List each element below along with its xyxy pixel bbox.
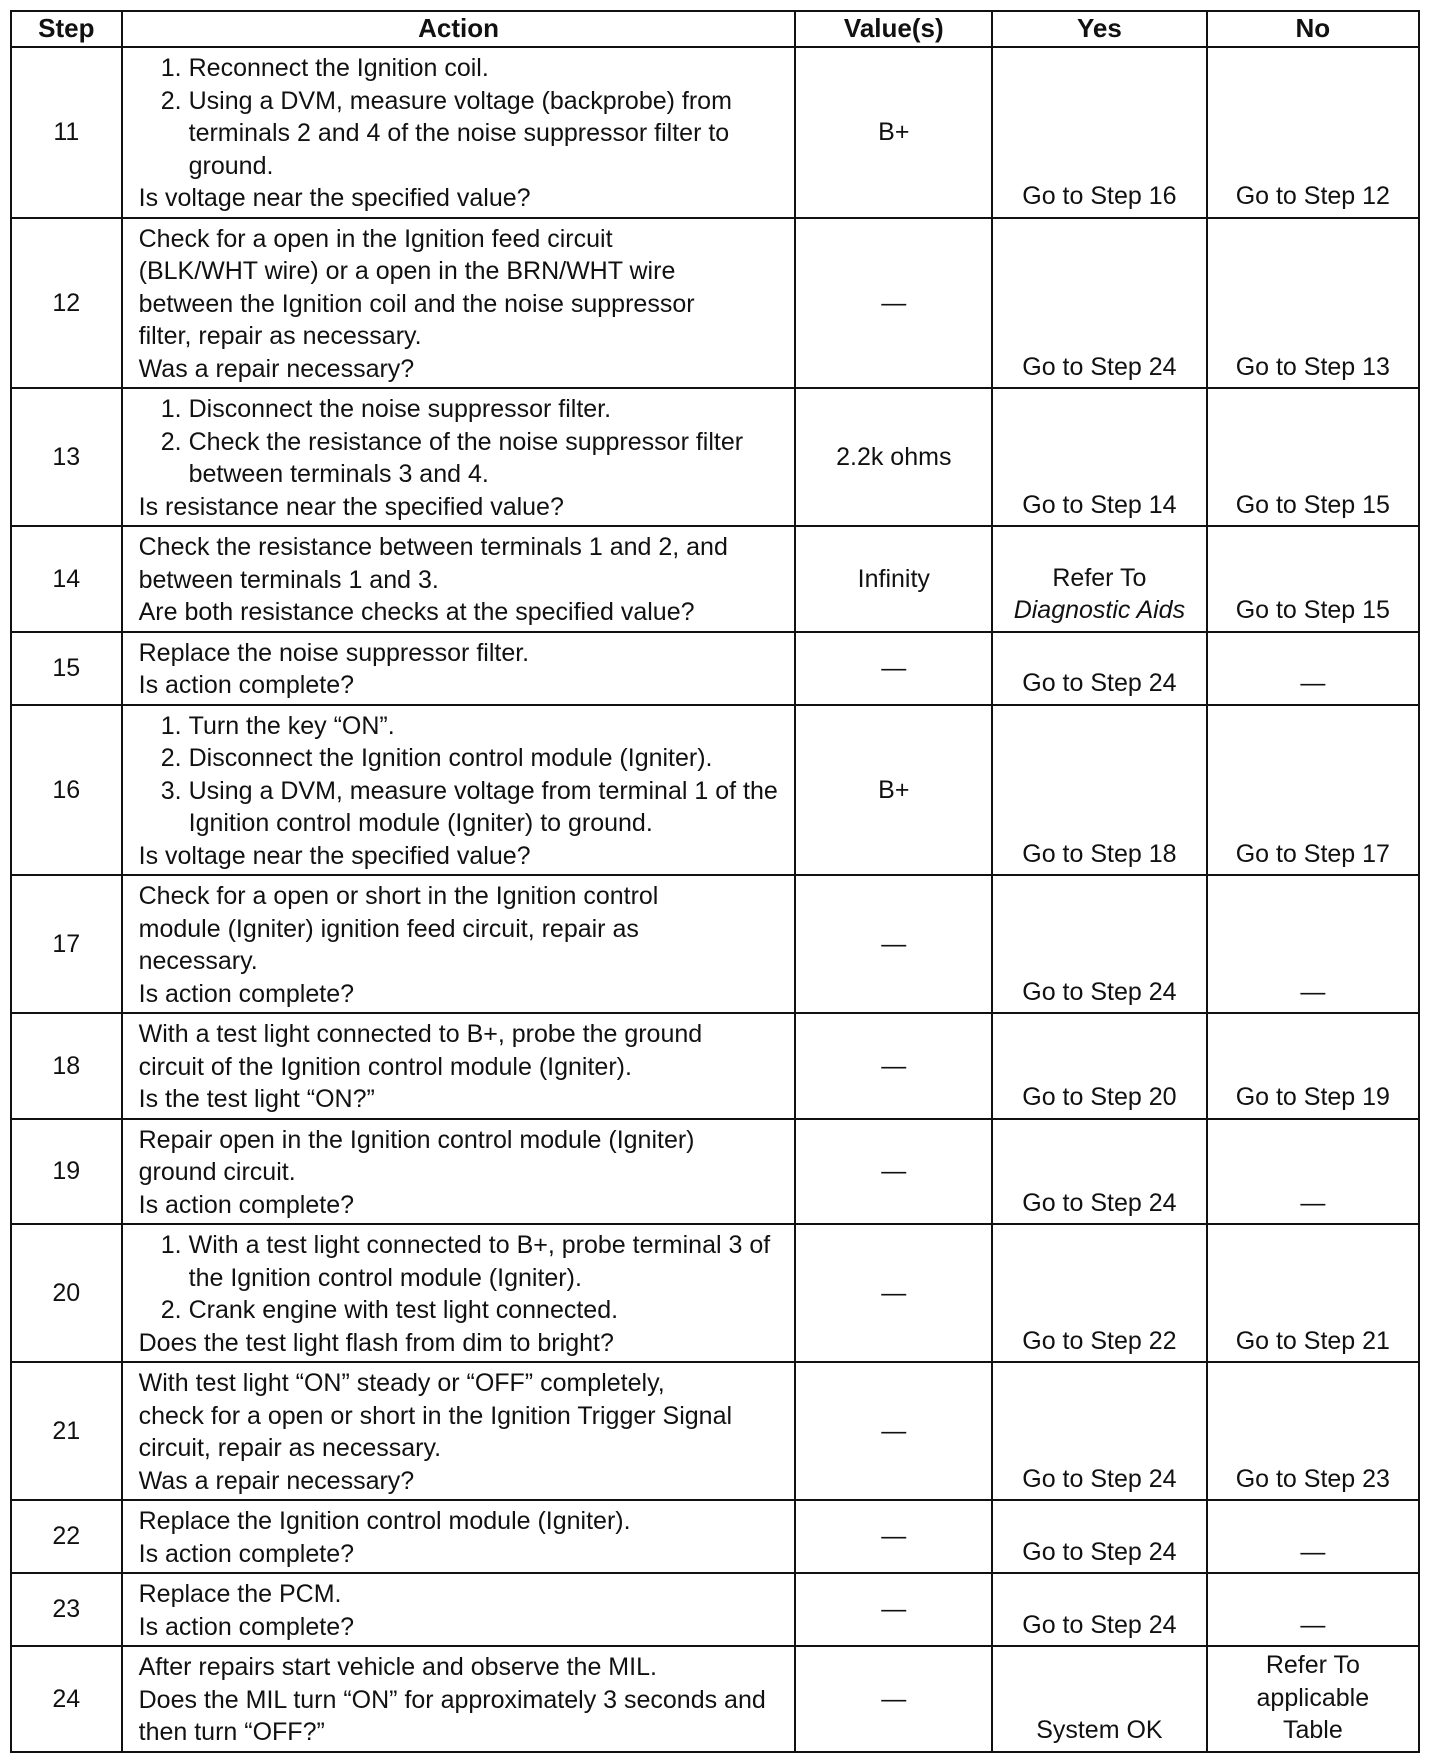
no-text: Go to Step 19 — [1235, 1083, 1390, 1111]
action-cell — [122, 1224, 796, 1362]
yes-text: Go to Step 20 — [1022, 1083, 1177, 1111]
action-question: Is voltage near the specified value? — [138, 841, 531, 870]
action-text: Replace the Ignition control module (Igniter). — [138, 1507, 631, 1535]
no-text: Go to Step 13 — [1235, 352, 1390, 381]
table-row — [11, 1362, 1419, 1500]
action-text: With test light “ON” steady or “OFF” completely, — [138, 1369, 665, 1397]
action-text: between terminals 1 and 3. — [138, 565, 439, 594]
action-step-number: 1. — [160, 1231, 182, 1259]
action-step-number: 2. — [160, 1296, 182, 1324]
action-cell — [122, 1119, 796, 1225]
step-number: 13 — [11, 388, 122, 526]
action-cell — [122, 1362, 796, 1500]
action-step-item — [139, 710, 785, 743]
yes-text: Go to Step 24 — [1022, 977, 1177, 1006]
value-cell: — — [795, 1573, 992, 1646]
step-number: 22 — [11, 1500, 122, 1573]
no-text: Go to Step 17 — [1235, 839, 1390, 868]
yes-text: Go to Step 24 — [1022, 1537, 1177, 1566]
value-cell: — — [795, 218, 992, 389]
action-text: With a test light connected to B+, probe the ground — [138, 1020, 703, 1048]
action-step-text: Check the resistance of the noise suppressor filter between terminals 3 and 4. — [188, 427, 744, 488]
action-step-item — [139, 1294, 785, 1327]
table-row — [11, 875, 1419, 1013]
step-number: 16 — [11, 705, 122, 876]
action-step-number: 1. — [160, 711, 182, 740]
yes-text: Go to Step 24 — [1022, 1464, 1177, 1493]
yes-cell — [992, 632, 1207, 705]
no-cell — [1207, 388, 1419, 526]
action-text: Check for a open in the Ignition feed circuit — [138, 224, 613, 253]
yes-text: Go to Step 16 — [1022, 182, 1177, 210]
value-cell: — — [795, 1500, 992, 1573]
action-step-item — [139, 742, 785, 775]
action-step-number: 2. — [160, 86, 182, 115]
no-text: Go to Step 15 — [1235, 596, 1390, 624]
diagnostic-table — [10, 10, 1420, 1753]
action-cell — [122, 47, 796, 218]
action-step-text: Using a DVM, measure voltage (backprobe) from terminals 2 and 4 of the noise suppressor filter to ground. — [188, 86, 732, 180]
action-step-text: With a test light connected to B+, probe terminal 3 of the Ignition control module (Igniter). — [188, 1231, 771, 1292]
no-cell — [1207, 1362, 1419, 1500]
value-cell: B+ — [795, 705, 992, 876]
action-step-item — [139, 393, 785, 426]
table-body — [11, 47, 1419, 1752]
action-step-number: 3. — [160, 776, 182, 805]
table-row — [11, 1500, 1419, 1573]
yes-text: Go to Step 24 — [1022, 1610, 1177, 1639]
value-cell: Infinity — [795, 526, 992, 632]
no-cell — [1207, 632, 1419, 705]
action-question: Is action complete? — [138, 671, 355, 699]
step-number: 12 — [11, 218, 122, 389]
action-step-text: Reconnect the Ignition coil. — [188, 54, 489, 82]
action-question: Does the MIL turn “ON” for approximately 3 seconds and then turn “OFF?” — [138, 1685, 766, 1746]
no-cell — [1207, 47, 1419, 218]
no-text: Go to Step 12 — [1235, 182, 1390, 210]
action-cell — [122, 1500, 796, 1573]
table-row — [11, 705, 1419, 876]
action-cell — [122, 388, 796, 526]
value-cell: — — [795, 1013, 992, 1119]
action-text: necessary. — [138, 947, 258, 975]
action-step-text: Disconnect the noise suppressor filter. — [188, 395, 612, 423]
action-step-text: Crank engine with test light connected. — [188, 1296, 619, 1324]
action-text: After repairs start vehicle and observe the MIL. — [138, 1653, 657, 1681]
value-cell: — — [795, 1362, 992, 1500]
table-row — [11, 388, 1419, 526]
no-cell — [1207, 1646, 1419, 1752]
yes-cell — [992, 875, 1207, 1013]
action-steps — [139, 393, 785, 491]
yes-text: Go to Step 22 — [1022, 1326, 1177, 1355]
yes-cell — [992, 47, 1207, 218]
value-cell: — — [795, 1646, 992, 1752]
yes-cell — [992, 388, 1207, 526]
step-number: 23 — [11, 1573, 122, 1646]
no-text: Table — [1282, 1716, 1343, 1744]
action-step-item — [139, 52, 785, 85]
action-cell — [122, 632, 796, 705]
table-row — [11, 1119, 1419, 1225]
yes-text: Go to Step 14 — [1022, 490, 1177, 519]
action-text: circuit of the Ignition control module (Igniter). — [138, 1052, 632, 1081]
table-row — [11, 526, 1419, 632]
no-cell — [1207, 1500, 1419, 1573]
table-row — [11, 47, 1419, 218]
table-row — [11, 1573, 1419, 1646]
step-number: 14 — [11, 526, 122, 632]
action-question: Was a repair necessary? — [138, 354, 415, 383]
table-row — [11, 1013, 1419, 1119]
action-text: between the Ignition coil and the noise suppressor — [138, 289, 695, 318]
yes-cell — [992, 1013, 1207, 1119]
no-text: applicable — [1256, 1683, 1370, 1712]
yes-text: Diagnostic Aids — [1013, 596, 1186, 624]
step-number: 21 — [11, 1362, 122, 1500]
step-number: 20 — [11, 1224, 122, 1362]
action-cell — [122, 218, 796, 389]
action-question: Are both resistance checks at the specified value? — [138, 598, 695, 626]
value-cell: B+ — [795, 47, 992, 218]
no-text: — — [1300, 1537, 1326, 1566]
table-row — [11, 632, 1419, 705]
action-question: Is resistance near the specified value? — [138, 492, 564, 521]
action-step-number: 1. — [160, 395, 182, 423]
action-cell — [122, 1646, 796, 1752]
table-row — [11, 218, 1419, 389]
step-number: 15 — [11, 632, 122, 705]
action-steps — [139, 52, 785, 182]
table-row — [11, 1224, 1419, 1362]
no-text: — — [1300, 1188, 1326, 1217]
step-number: 19 — [11, 1119, 122, 1225]
step-number: 24 — [11, 1646, 122, 1752]
yes-cell — [992, 705, 1207, 876]
yes-text: Go to Step 18 — [1022, 839, 1177, 868]
action-step-item — [139, 775, 785, 840]
value-cell: — — [795, 632, 992, 705]
action-steps — [139, 710, 785, 840]
value-cell: 2.2k ohms — [795, 388, 992, 526]
action-step-item — [139, 426, 785, 491]
yes-cell — [992, 1646, 1207, 1752]
yes-text: Go to Step 24 — [1022, 352, 1177, 381]
no-cell — [1207, 218, 1419, 389]
header-no: No — [1207, 11, 1419, 47]
no-cell — [1207, 1224, 1419, 1362]
value-cell: — — [795, 1224, 992, 1362]
yes-cell — [992, 1224, 1207, 1362]
action-text: Repair open in the Ignition control module (Igniter) — [138, 1125, 695, 1154]
action-step-number: 1. — [160, 54, 182, 82]
yes-cell — [992, 1500, 1207, 1573]
action-step-text: Using a DVM, measure voltage from terminal 1 of the Ignition control module (Igniter) to ground. — [188, 776, 778, 837]
step-number: 18 — [11, 1013, 122, 1119]
no-text: Go to Step 15 — [1235, 490, 1390, 519]
yes-text: Refer To — [1052, 563, 1147, 592]
yes-text: Go to Step 24 — [1022, 1188, 1177, 1217]
action-question: Is the test light “ON?” — [138, 1085, 375, 1113]
no-cell — [1207, 1013, 1419, 1119]
action-question: Was a repair necessary? — [138, 1466, 415, 1495]
value-cell: — — [795, 875, 992, 1013]
header-yes: Yes — [992, 11, 1207, 47]
action-cell — [122, 705, 796, 876]
action-question: Is action complete? — [138, 1539, 355, 1568]
header-step: Step — [11, 11, 122, 47]
header-action: Action — [122, 11, 796, 47]
no-text: Refer To — [1265, 1651, 1360, 1679]
action-question: Is action complete? — [138, 979, 355, 1008]
action-text: check for a open or short in the Ignition Trigger Signal — [138, 1401, 733, 1430]
action-step-text: Turn the key “ON”. — [188, 711, 395, 740]
table-header-row — [11, 11, 1419, 47]
action-step-text: Disconnect the Ignition control module (Igniter). — [188, 744, 713, 772]
action-step-item — [139, 85, 785, 183]
action-cell — [122, 526, 796, 632]
no-text: — — [1300, 1610, 1326, 1639]
action-text: Check the resistance between terminals 1 and 2, and — [138, 533, 728, 561]
yes-cell — [992, 1119, 1207, 1225]
action-question: Is voltage near the specified value? — [138, 184, 531, 212]
action-step-number: 2. — [160, 427, 182, 456]
no-cell — [1207, 526, 1419, 632]
no-text: Go to Step 23 — [1235, 1464, 1390, 1493]
action-text: (BLK/WHT wire) or a open in the BRN/WHT wire — [138, 257, 676, 285]
no-text: — — [1300, 669, 1326, 697]
table-row — [11, 1646, 1419, 1752]
no-text: — — [1300, 977, 1326, 1006]
action-question: Is action complete? — [138, 1190, 355, 1219]
yes-text: Go to Step 24 — [1022, 669, 1177, 697]
yes-cell — [992, 1362, 1207, 1500]
action-step-number: 2. — [160, 744, 182, 772]
action-step-item — [139, 1229, 785, 1294]
no-cell — [1207, 705, 1419, 876]
action-text: Replace the PCM. — [138, 1580, 342, 1608]
action-question: Is action complete? — [138, 1612, 355, 1641]
action-text: ground circuit. — [138, 1158, 296, 1186]
action-steps — [139, 1229, 785, 1327]
header-values: Value(s) — [795, 11, 992, 47]
value-cell: — — [795, 1119, 992, 1225]
no-cell — [1207, 1119, 1419, 1225]
action-text: circuit, repair as necessary. — [138, 1434, 442, 1462]
action-text: Replace the noise suppressor filter. — [138, 638, 530, 667]
step-number: 17 — [11, 875, 122, 1013]
yes-cell — [992, 526, 1207, 632]
yes-cell — [992, 1573, 1207, 1646]
action-text: filter, repair as necessary. — [138, 322, 422, 350]
action-question: Does the test light flash from dim to bright? — [138, 1328, 614, 1357]
action-cell — [122, 1573, 796, 1646]
no-cell — [1207, 875, 1419, 1013]
action-cell — [122, 1013, 796, 1119]
yes-cell — [992, 218, 1207, 389]
action-text: module (Igniter) ignition feed circuit, repair as — [138, 914, 639, 943]
yes-text: System OK — [1036, 1716, 1163, 1744]
step-number: 11 — [11, 47, 122, 218]
no-cell — [1207, 1573, 1419, 1646]
no-text: Go to Step 21 — [1235, 1326, 1390, 1355]
action-text: Check for a open or short in the Ignition control — [138, 882, 659, 910]
action-cell — [122, 875, 796, 1013]
